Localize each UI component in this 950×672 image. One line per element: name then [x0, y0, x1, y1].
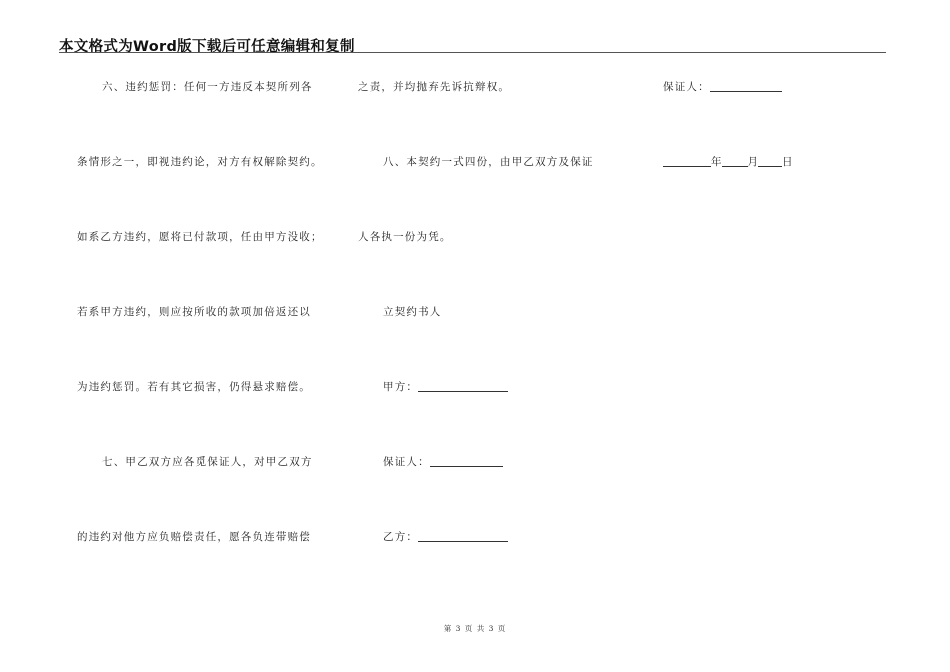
month-blank: [722, 155, 748, 167]
guarantor-1-label: 保证人：: [383, 456, 430, 468]
party-a-label: 甲方：: [383, 381, 419, 393]
party-a-signature-line: [383, 379, 508, 394]
year-label: 年: [711, 156, 722, 168]
header-divider: [59, 52, 886, 53]
date-line: [663, 154, 793, 169]
month-label: 月: [747, 156, 758, 168]
guarantor-2-blank: [710, 80, 782, 92]
col2-line-3: 人各执一份为凭。: [358, 231, 452, 243]
col1-line-2: 条情形之一，即视违约论，对方有权解除契约。: [77, 156, 323, 168]
day-label: 日: [782, 156, 793, 168]
party-b-blank: [418, 530, 508, 542]
col1-line-6: 七、甲乙双方应各觅保证人，对甲乙双方: [102, 456, 313, 468]
party-b-signature-line: [383, 529, 508, 544]
col1-line-5: 为违约惩罚。若有其它损害，仍得悬求赔偿。: [77, 381, 311, 393]
signatories-heading: 立契约书人: [383, 306, 442, 318]
guarantor-2-label: 保证人：: [663, 81, 710, 93]
guarantor-1-blank: [430, 455, 503, 467]
col1-line-7: 的违约对他方应负赔偿责任，愿各负连带赔偿: [77, 531, 311, 543]
day-blank: [758, 155, 782, 167]
col1-line-1: 六、违约惩罚：任何一方违反本契所列各: [102, 81, 313, 93]
party-b-label: 乙方：: [383, 531, 419, 543]
col1-line-3: 如系乙方违约，愿将已付款项，任由甲方没收；: [77, 231, 323, 243]
page-number: 第 3 页 共 3 页: [443, 624, 507, 633]
col2-line-2: 八、本契约一式四份，由甲乙双方及保证: [383, 156, 594, 168]
guarantor-1-signature-line: [383, 454, 503, 469]
party-a-blank: [418, 380, 508, 392]
guarantor-2-signature-line: [663, 79, 782, 94]
header-title: 本文格式为Word版下载后可任意编辑和复制: [59, 39, 355, 55]
year-blank: [663, 155, 711, 167]
col2-line-1: 之责，并均抛弃先诉抗辩权。: [358, 81, 511, 93]
col1-line-4: 若系甲方违约，则应按所收的款项加倍返还以: [77, 306, 311, 318]
